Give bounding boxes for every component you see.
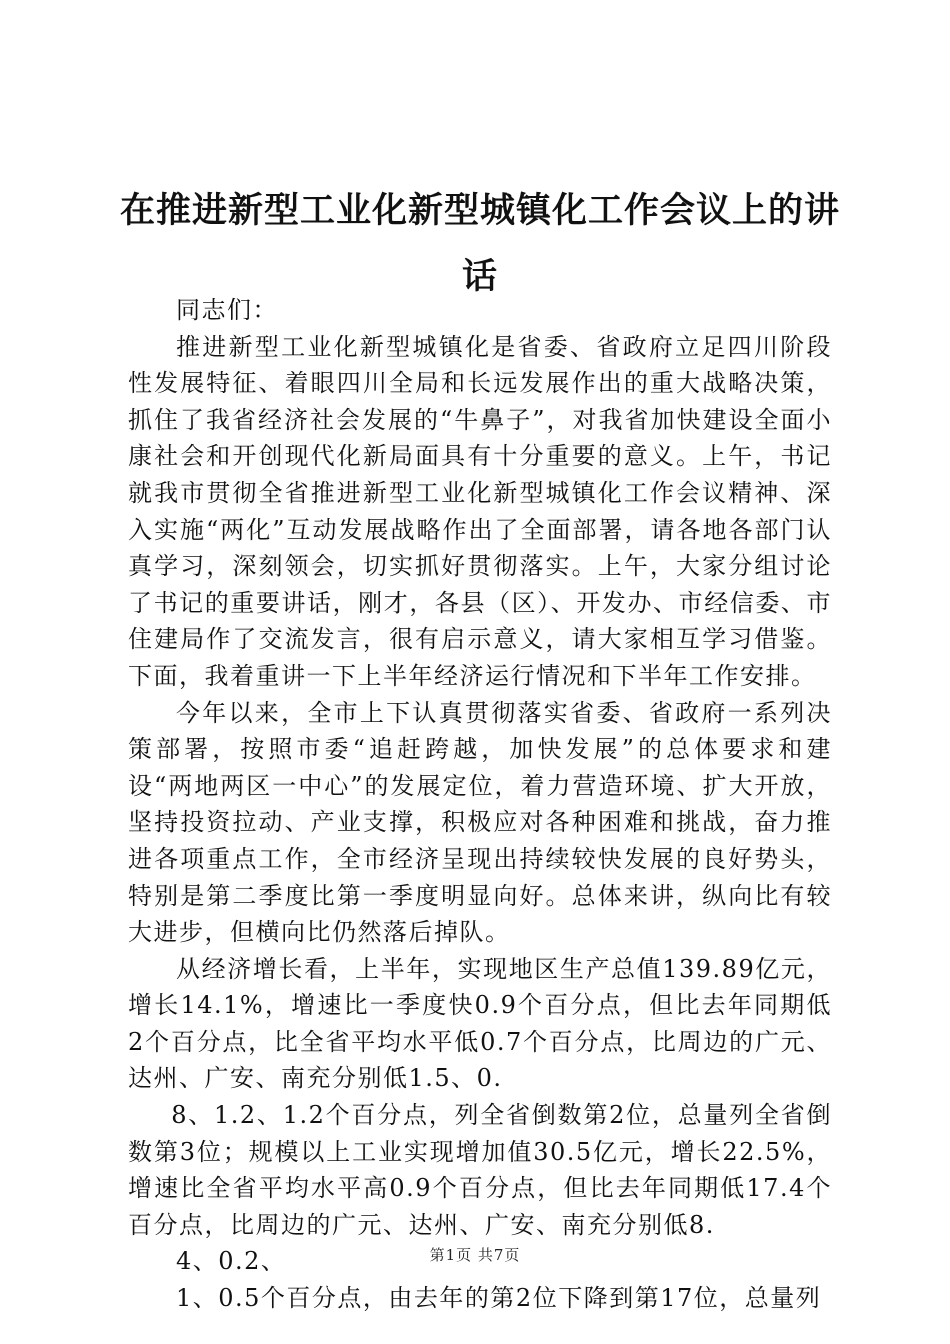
paragraph: 1、0.5个百分点，由去年的第2位下降到第17位，总量列: [176, 1284, 822, 1313]
page-footer: 第1页 共7页: [429, 1246, 521, 1264]
paragraph: 8、1.2、1.2个百分点，列全省倒数第2位，总量列全省倒数第3位；规模以上工业实现增加值30.5亿元，增长22.5%，增速比全省平均水平高0.9个百分点，但比去年同期低17.4个百分点，比周边的广元、达州、广安、南充分别低8.: [128, 1101, 832, 1239]
document-body: [128, 292, 832, 1317]
paragraph: 今年以来，全市上下认真贯彻落实省委、省政府一系列决策部署，按照市委“追赶跨越，加快发展”的总体要求和建设“两地两区一中心”的发展定位，着力营造环境、扩大开放，坚持投资拉动、产业支撑，积极应对各种困难和挑战，奋力推进各项重点工作，全市经济呈现出持续较快发展的良好势头，特别是第二季度比第一季度明显向好。总体来讲，纵向比有较大进步，但横向比仍然落后掉队。: [128, 698, 832, 947]
paragraph: 从经济增长看，上半年，实现地区生产总值139.89亿元，增长14.1%，增速比一季度快0.9个百分点，但比去年同期低2个百分点，比全省平均水平低0.7个百分点，比周边的广元、达州、广安、南充分别低1.5、0.: [128, 954, 832, 1093]
salutation: 同志们：: [176, 296, 278, 324]
document-title: 在推进新型工业化新型城镇化工作会议上的讲话: [120, 191, 841, 297]
paragraph: 4、0.2、: [176, 1247, 287, 1276]
paragraph: 推进新型工业化新型城镇化是省委、省政府立足四川阶段性发展特征、着眼四川全局和长远发展作出的重大战略决策，抓住了我省经济社会发展的“牛鼻子”，对我省加快建设全面小康社会和开创现代化新局面具有十分重要的意义。上午，书记就我市贯彻全省推进新型工业化新型城镇化工作会议精神、深入实施“两化”互动发展战略作出了全面部署，请各地各部门认真学习，深刻领会，切实抓好贯彻落实。上午，大家分组讨论了书记的重要讲话，刚才，各县（区）、开发办、市经信委、市住建局作了交流发言，很有启示意义，请大家相互学习借鉴。下面，我着重讲一下上半年经济运行情况和下半年工作安排。: [128, 332, 832, 690]
